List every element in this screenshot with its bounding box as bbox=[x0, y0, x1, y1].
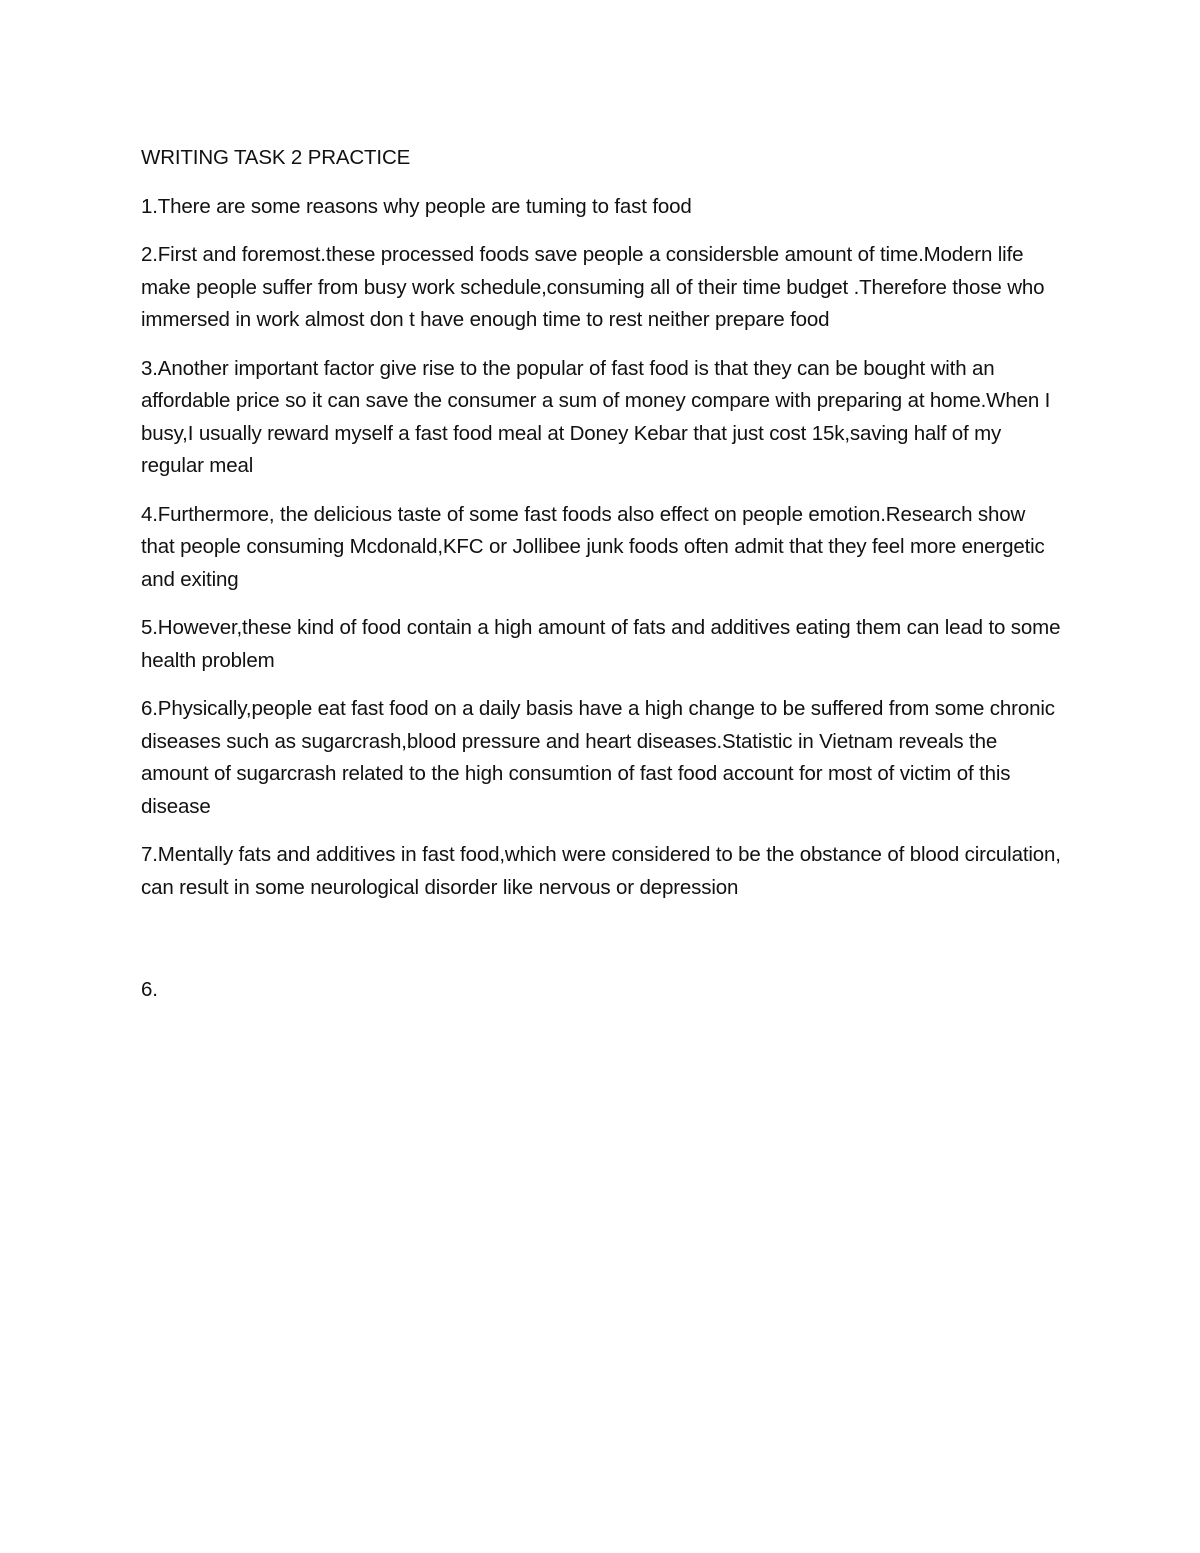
trailing-list-number: 6. bbox=[141, 978, 158, 1001]
paragraph-3: 3.Another important factor give rise to the popular of fast food is that they can be bought with an affordable price so it can save the consumer a sum of money compare with preparing at home.When I busy,I usually reward myself a fast food meal at Doney Kebar that just cost 15k,saving half of my regular meal bbox=[141, 356, 1051, 477]
paragraph-6: 6.Physically,people eat fast food on a daily basis have a high change to be suffered from some chronic diseases such as sugarcrash,blood pressure and heart diseases.Statistic in Vietnam reveals the amount of sugarcrash related to the high consumtion of fast food account for most of victim of this disease bbox=[141, 697, 1055, 818]
paragraph-4: 4.Furthermore, the delicious taste of some fast foods also effect on people emotion.Research show that people consuming Mcdonald,KFC or Jollibee junk foods often admit that they feel more energetic and exiting bbox=[141, 502, 1045, 591]
document-title: WRITING TASK 2 PRACTICE bbox=[141, 146, 411, 169]
paragraph-5: 5.However,these kind of food contain a high amount of fats and additives eating them can lead to some health problem bbox=[141, 616, 1061, 672]
document-body bbox=[141, 142, 1061, 1023]
paragraph-7: 7.Mentally fats and additives in fast food,which were considered to be the obstance of blood circulation, can result in some neurological disorder like nervous or depression bbox=[141, 843, 1061, 899]
paragraph-2: 2.First and foremost.these processed foods save people a considersble amount of time.Modern life make people suffer from busy work schedule,consuming all of their time budget .Therefore those who immersed in work almost don t have enough time to rest neither prepare food bbox=[141, 243, 1045, 331]
paragraph-1: 1.There are some reasons why people are tuming to fast food bbox=[141, 194, 692, 218]
